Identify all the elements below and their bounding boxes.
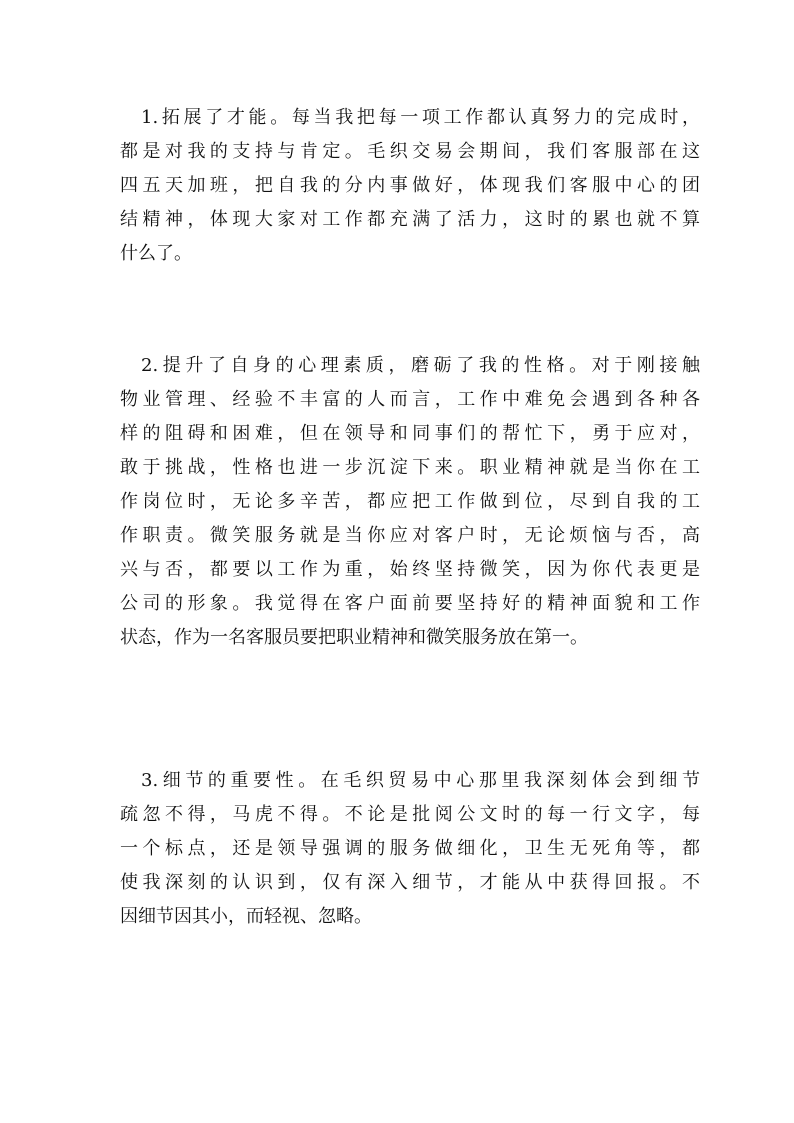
paragraph-line: 作职责。微笑服务就是当你应对客户时，无论烦恼与否，高 [120, 525, 700, 546]
paragraph-line: 兴与否，都要以工作为重，始终坚持微笑，因为你代表更是 [120, 559, 700, 580]
paragraph-line: 3.细节的重要性。在毛织贸易中心那里我深刻体会到细节 [141, 770, 700, 791]
paragraph-line: 使我深刻的认识到，仅有深入细节，才能从中获得回报。不 [120, 872, 700, 893]
paragraph-3 [120, 764, 700, 934]
paragraph-line: 公司的形象。我觉得在客户面前要坚持好的精神面貌和工作 [120, 593, 700, 614]
paragraph-line: 四五天加班，把自我的分内事做好，体现我们客服中心的团 [120, 175, 700, 196]
paragraph-2 [120, 349, 700, 655]
paragraph-line: 物业管理、经验不丰富的人而言，工作中难免会遇到各种各 [120, 389, 700, 410]
paragraph-line: 作岗位时，无论多辛苦，都应把工作做到位，尽到自我的工 [120, 491, 700, 512]
paragraph-line: 敢于挑战，性格也进一步沉淀下来。职业精神就是当你在工 [120, 457, 700, 478]
paragraph-line: 一个标点，还是领导强调的服务做细化，卫生无死角等，都 [120, 838, 700, 859]
paragraph-line: 都是对我的支持与肯定。毛织交易会期间，我们客服部在这 [120, 141, 700, 162]
paragraph-line: 什么了。 [120, 243, 192, 264]
paragraph-1 [120, 101, 700, 271]
paragraph-line: 结精神，体现大家对工作都充满了活力，这时的累也就不算 [120, 209, 700, 230]
paragraph-line: 疏忽不得，马虎不得。不论是批阅公文时的每一行文字，每 [120, 804, 700, 825]
paragraph-line: 状态，作为一名客服员要把职业精神和微笑服务放在第一。 [120, 627, 588, 648]
paragraph-line: 因细节因其小，而轻视、忽略。 [120, 906, 372, 927]
paragraph-line: 样的阻碍和困难，但在领导和同事们的帮忙下，勇于应对， [120, 423, 700, 444]
paragraph-line: 1.拓展了才能。每当我把每一项工作都认真努力的完成时， [141, 107, 700, 128]
paragraph-line: 2.提升了自身的心理素质，磨砺了我的性格。对于刚接触 [141, 355, 700, 376]
